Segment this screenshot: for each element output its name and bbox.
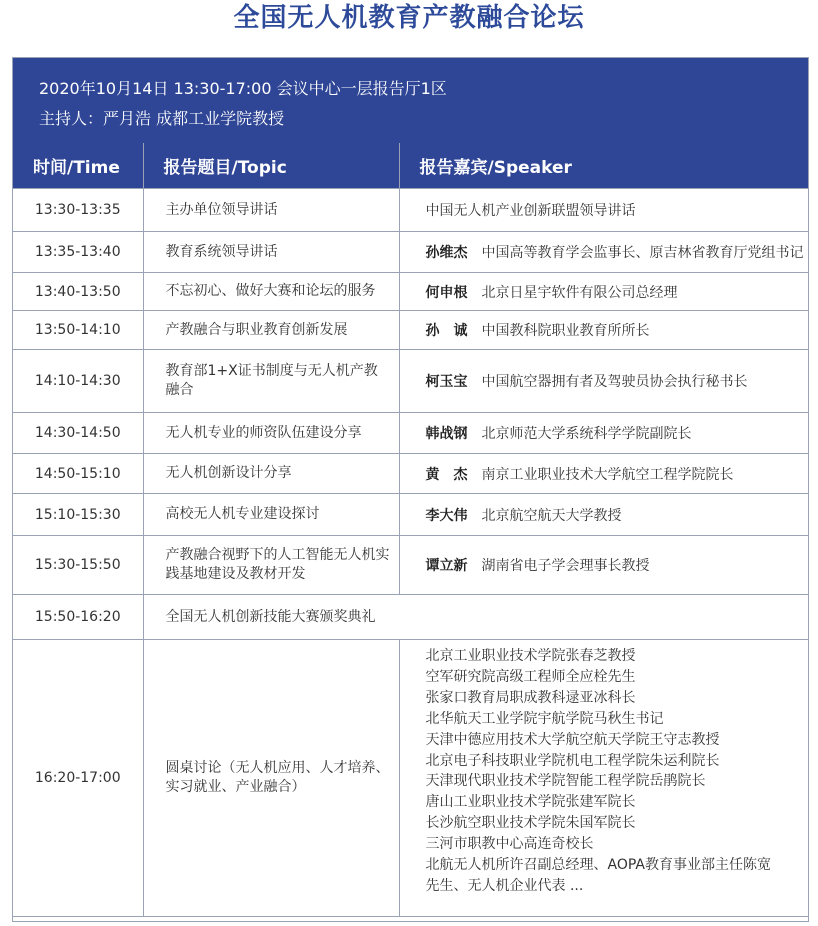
row-speaker [399, 350, 808, 413]
speaker-name: 韩战钢 [425, 426, 468, 442]
panel-speaker: 天津中德应用技术大学航空航天学院王守志教授 [425, 731, 720, 748]
table-row [13, 232, 808, 273]
row-time: 15:50-16:20 [13, 595, 143, 640]
table-row [13, 640, 808, 917]
speaker-role: 中国高等教育学会监事长、原吉林省教育厅党组书记 [481, 245, 804, 261]
row-speaker [399, 189, 808, 232]
row-time: 13:40-13:50 [13, 273, 143, 311]
row-speaker [399, 494, 808, 536]
row-topic: 无人机创新设计分享 [143, 454, 399, 494]
table-header-row [13, 143, 808, 189]
panel-speaker: 先生、无人机企业代表 ... [425, 877, 584, 894]
row-time: 16:20-17:00 [13, 640, 143, 917]
speaker-name: 柯玉宝 [425, 374, 468, 390]
table-row [13, 350, 808, 413]
row-time: 15:10-15:30 [13, 494, 143, 536]
panel-speaker: 唐山工业职业技术学院张建军院长 [425, 794, 636, 811]
row-topic: 教育系统领导讲话 [143, 232, 399, 273]
speaker-name: 李大伟 [425, 507, 468, 524]
panel-speaker: 北航无人机所许召副总经理、AOPA教育事业部主任陈宽 [425, 857, 771, 874]
panel-speaker: 天津现代职业技术学院智能工程学院岳鹃院长 [425, 773, 706, 790]
panel-speakers [399, 640, 808, 917]
row-topic: 高校无人机专业建设探讨 [143, 494, 399, 536]
table-row [13, 189, 808, 232]
row-time: 14:50-15:10 [13, 454, 143, 494]
session-banner [13, 58, 808, 143]
header-topic: 报告题目/Topic [143, 143, 399, 189]
session-date-venue: 2020年10月14日 13:30-17:00 会议中心一层报告厅1区 [39, 79, 447, 98]
panel-speaker: 空军研究院高级工程师全应栓先生 [425, 668, 636, 685]
row-speaker [399, 311, 808, 350]
schedule-table [13, 143, 808, 917]
speaker-role: 北京航空航天大学教授 [481, 507, 622, 524]
row-topic: 全国无人机创新技能大赛颁奖典礼 [143, 595, 808, 640]
row-speaker [399, 454, 808, 494]
row-time: 14:30-14:50 [13, 413, 143, 454]
panel-speaker: 三河市职教中心高连奇校长 [425, 836, 594, 853]
speaker-name: 孙 诚 [425, 323, 468, 339]
row-topic: 主办单位领导讲话 [143, 189, 399, 232]
speaker-name: 黄 杰 [425, 466, 468, 483]
row-time: 13:30-13:35 [13, 189, 143, 232]
panel-speaker: 北京工业职业技术学院张春芝教授 [425, 648, 636, 664]
speaker-name: 孙维杰 [425, 245, 468, 261]
row-topic: 产教融合视野下的人工智能无人机实践基地建设及教材开发 [143, 536, 399, 595]
page-title: 全国无人机教育产教融合论坛 [233, 3, 585, 33]
header-speaker: 报告嘉宾/Speaker [399, 143, 808, 189]
row-speaker [399, 536, 808, 595]
speaker-role: 北京日星宇软件有限公司总经理 [481, 284, 678, 301]
table-row [13, 536, 808, 595]
panel-speaker: 北京电子科技职业学院机电工程学院朱运利院长 [425, 752, 720, 769]
table-row [13, 311, 808, 350]
row-speaker [399, 232, 808, 273]
table-row [13, 273, 808, 311]
panel-speaker: 张家口教育局职成教科逯亚冰科长 [425, 689, 636, 706]
panel-speaker: 长沙航空职业技术学院朱国军院长 [425, 815, 636, 832]
row-speaker [399, 273, 808, 311]
row-topic: 教育部1+X证书制度与无人机产教融合 [143, 350, 399, 413]
session-host: 主持人：严月浩 成都工业学院教授 [39, 109, 285, 128]
table-row [13, 595, 808, 640]
speaker-name: 何申根 [425, 284, 468, 301]
row-time: 15:30-15:50 [13, 536, 143, 595]
row-topic: 无人机专业的师资队伍建设分享 [143, 413, 399, 454]
panel-speaker: 北华航天工业学院宇航学院马秋生书记 [425, 710, 664, 727]
row-time: 14:10-14:30 [13, 350, 143, 413]
speaker-role: 南京工业职业技术大学航空工程学院院长 [481, 466, 734, 483]
row-topic: 产教融合与职业教育创新发展 [143, 311, 399, 350]
row-topic: 圆桌讨论（无人机应用、人才培养、实习就业、产业融合） [143, 640, 399, 917]
header-time: 时间/Time [13, 143, 143, 189]
table-row [13, 494, 808, 536]
speaker-role: 北京师范大学系统科学学院副院长 [481, 426, 692, 442]
row-time: 13:35-13:40 [13, 232, 143, 273]
table-row [13, 413, 808, 454]
row-speaker [399, 413, 808, 454]
speaker-role: 湖南省电子学会理事长教授 [481, 558, 650, 574]
row-time: 13:50-14:10 [13, 311, 143, 350]
table-row [13, 454, 808, 494]
speaker-name: 谭立新 [425, 558, 468, 574]
schedule-frame [12, 57, 809, 922]
row-topic: 不忘初心、做好大赛和论坛的服务 [143, 273, 399, 311]
speaker-role: 中国无人机产业创新联盟领导讲话 [425, 203, 636, 219]
speaker-role: 中国教科院职业教育所所长 [481, 323, 650, 339]
speaker-role: 中国航空器拥有者及驾驶员协会执行秘书长 [481, 374, 748, 390]
